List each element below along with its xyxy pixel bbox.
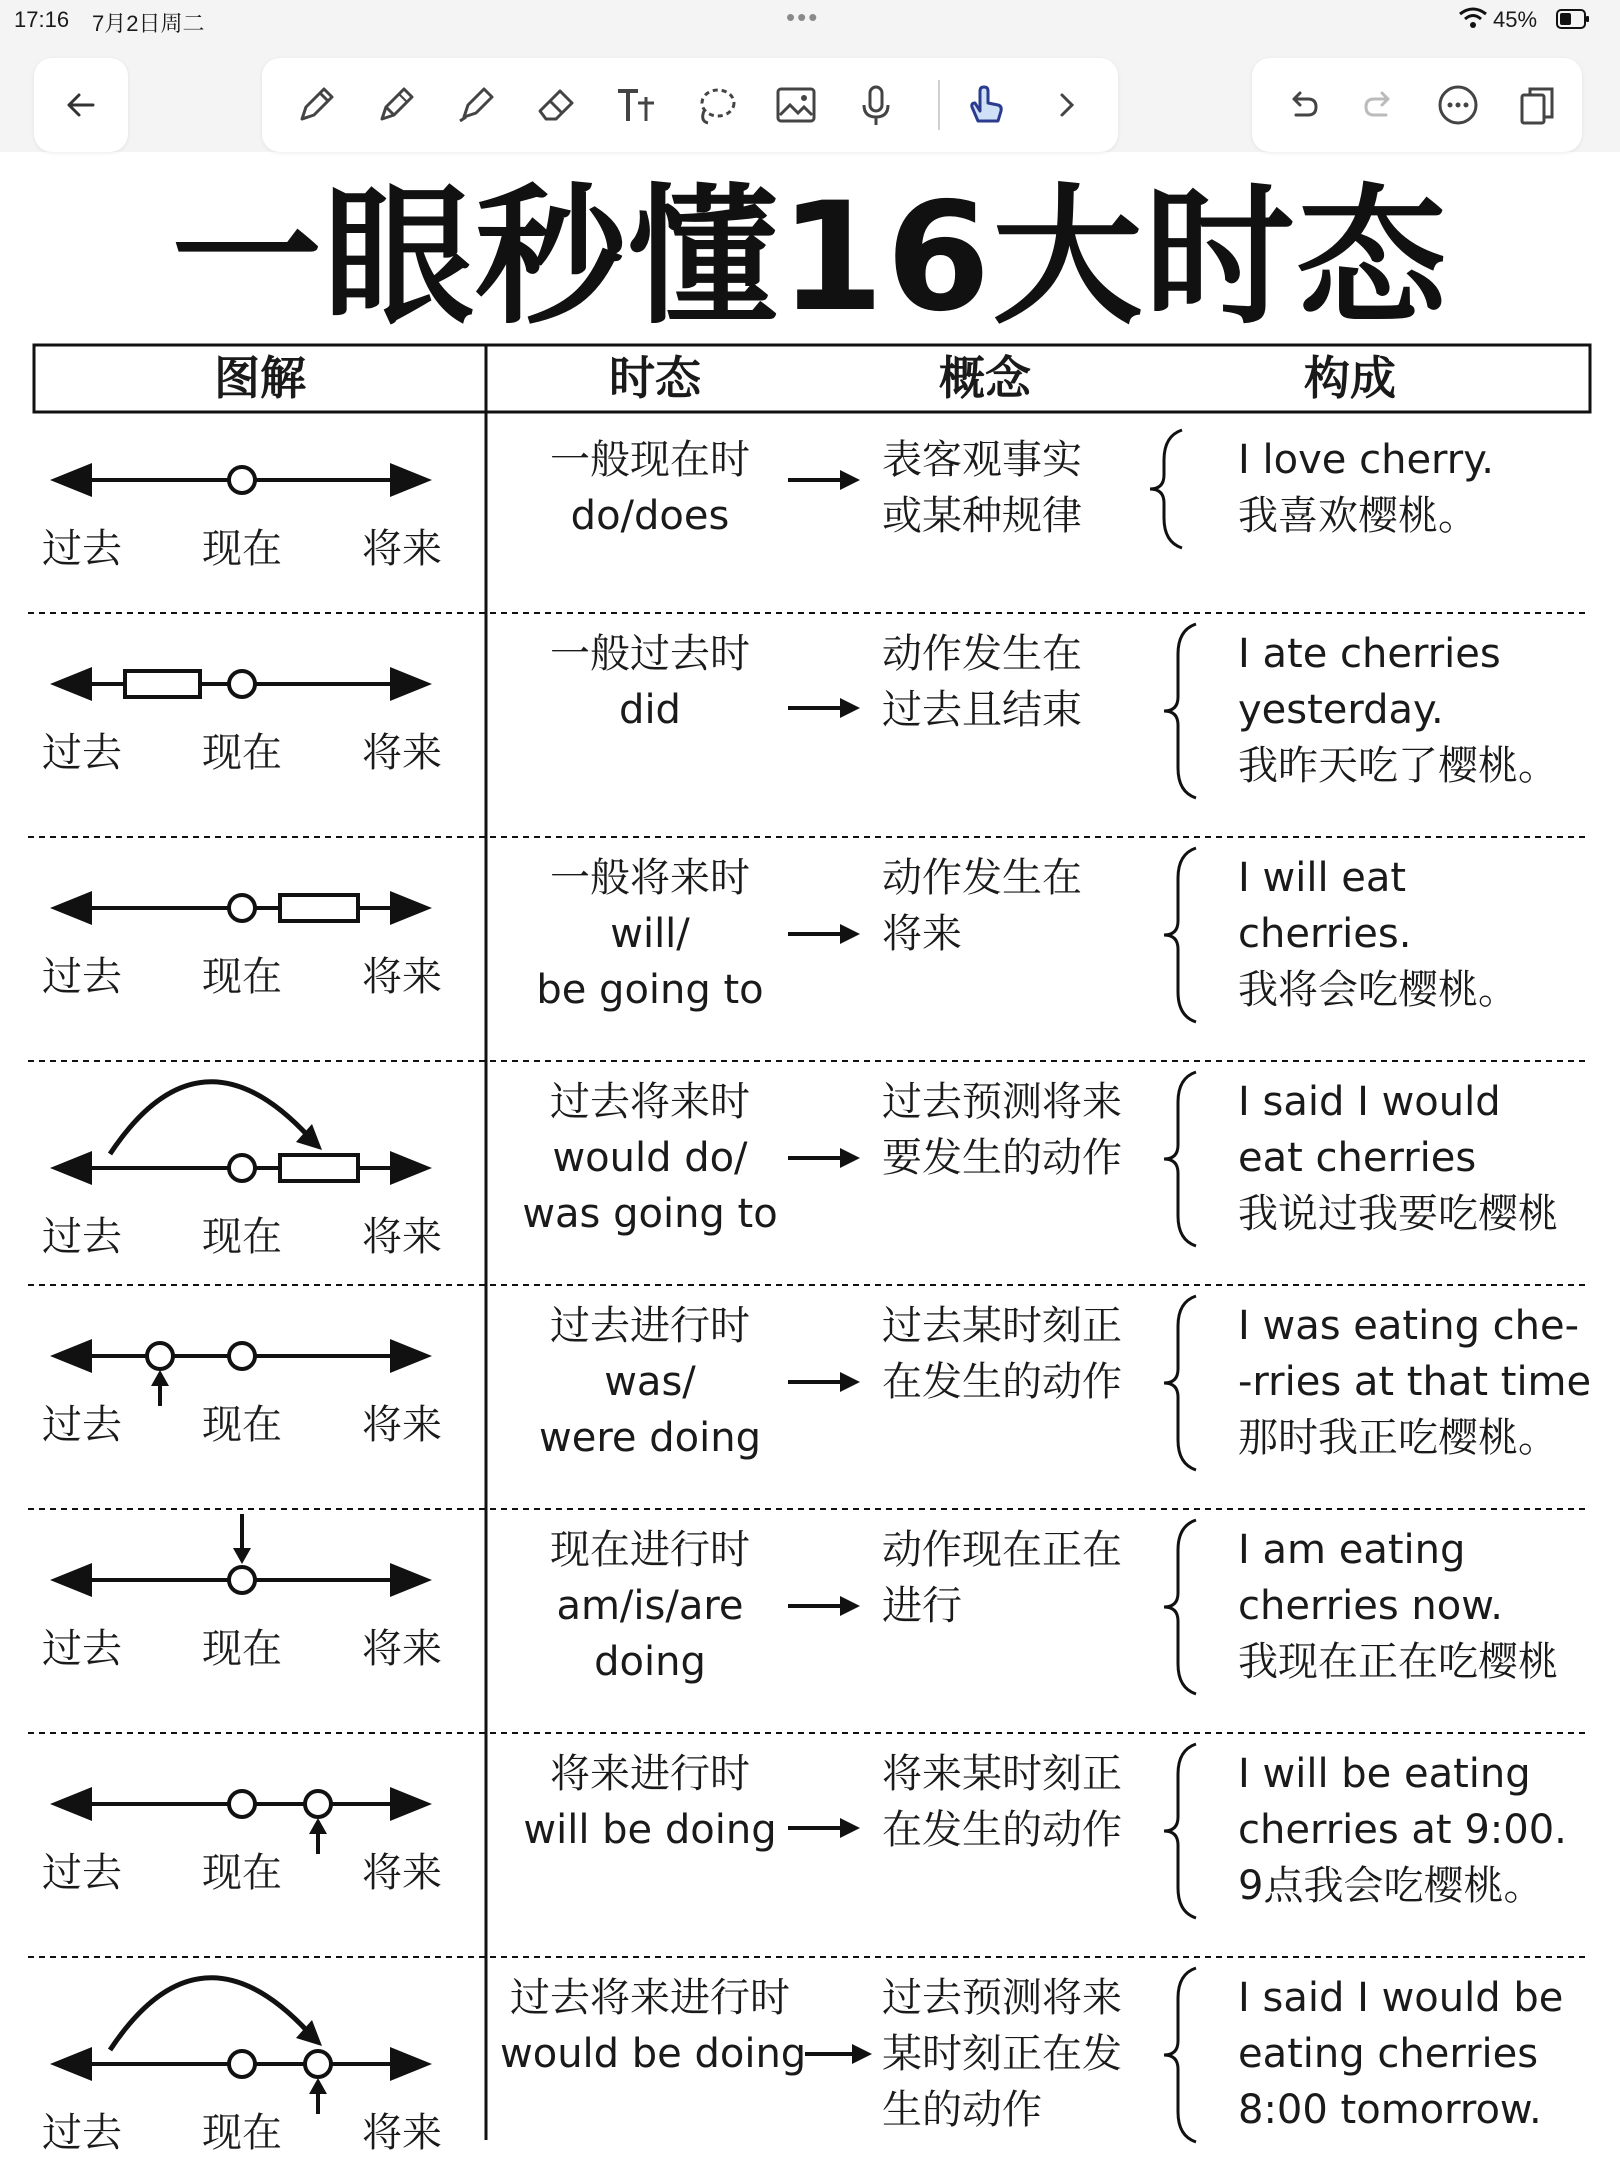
timeline-label-now: 现在: [202, 526, 282, 572]
tense-line: 过去将来时: [550, 1079, 750, 1125]
example-line: cherries.: [1238, 911, 1412, 957]
example-line: 我喜欢樱桃。: [1238, 493, 1478, 539]
concept-line: 在发生的动作: [882, 1359, 1122, 1405]
timeline-label-past: 过去: [42, 1402, 122, 1448]
example-line: -rries at that time: [1238, 1359, 1592, 1405]
tense-line: 将来进行时: [550, 1751, 750, 1797]
curly-brace: [1164, 1744, 1196, 1918]
example-line: 我将会吃樱桃。: [1238, 967, 1518, 1013]
example-line: 我昨天吃了樱桃。: [1238, 743, 1558, 789]
timeline-label-future: 将来: [362, 1850, 442, 1896]
timeline-diagram: [50, 667, 432, 701]
example-line: I love cherry.: [1238, 437, 1494, 483]
timeline-label-future: 将来: [362, 1214, 442, 1260]
concept-line: 动作发生在: [882, 631, 1082, 677]
example-line: eating cherries: [1238, 2031, 1539, 2077]
page-title: 一眼秒懂16大时态: [171, 171, 1449, 345]
status-time: 17:16: [14, 7, 70, 32]
concept-line: 过去预测将来: [882, 1079, 1122, 1125]
concept-line: 过去且结束: [882, 687, 1082, 733]
header-composition: 构成: [1304, 351, 1396, 405]
timeline-diagram: [50, 1787, 432, 1854]
timeline-label-past: 过去: [42, 954, 122, 1000]
curly-brace: [1164, 624, 1196, 798]
concept-line: 进行: [882, 1583, 962, 1629]
tense-line: am/is/are: [556, 1583, 744, 1629]
example-line: I am eating: [1238, 1527, 1466, 1573]
curly-brace: [1164, 1296, 1196, 1470]
example-line: yesterday.: [1238, 687, 1444, 733]
timeline-label-future: 将来: [362, 2110, 442, 2156]
tense-line: 现在进行时: [550, 1527, 750, 1573]
tense-line: did: [619, 687, 681, 733]
tense-line: be going to: [536, 967, 764, 1013]
example-line: 我说过我要吃樱桃: [1238, 1191, 1558, 1237]
timeline-label-past: 过去: [42, 1214, 122, 1260]
timeline-diagram: [50, 463, 432, 497]
concept-line: 或某种规律: [882, 493, 1082, 539]
tense-line: 一般现在时: [550, 437, 750, 483]
concept-line: 生的动作: [882, 2087, 1042, 2133]
example-line: 我现在正在吃樱桃: [1238, 1639, 1558, 1685]
timeline-label-future: 将来: [362, 1402, 442, 1448]
tense-line: would do/: [552, 1135, 748, 1181]
curly-brace: [1164, 1520, 1196, 1694]
example-line: I ate cherries: [1238, 631, 1501, 677]
tense-line: will be doing: [523, 1807, 777, 1853]
timeline-label-now: 现在: [202, 2110, 282, 2156]
timeline-label-future: 将来: [362, 954, 442, 1000]
tense-line: was going to: [522, 1191, 778, 1237]
example-line: 那时我正吃樱桃。: [1238, 1415, 1558, 1461]
tense-line: 过去进行时: [550, 1303, 750, 1349]
timeline-label-past: 过去: [42, 730, 122, 776]
timeline-label-past: 过去: [42, 1850, 122, 1896]
concept-arrow: [805, 2044, 872, 2064]
timeline-diagram: [50, 1339, 432, 1406]
example-line: cherries at 9:00.: [1238, 1807, 1567, 1853]
timeline-label-now: 现在: [202, 730, 282, 776]
timeline-label-future: 将来: [362, 1626, 442, 1672]
example-line: I will eat: [1238, 855, 1407, 901]
tense-line: do/does: [570, 493, 730, 539]
concept-line: 表客观事实: [882, 437, 1082, 483]
concept-line: 将来: [882, 911, 962, 957]
example-line: cherries now.: [1238, 1583, 1503, 1629]
timeline-diagram: [50, 1082, 432, 1185]
timeline-diagram: [50, 891, 432, 925]
concept-line: 将来某时刻正: [882, 1751, 1122, 1797]
curly-brace: [1150, 430, 1182, 548]
curly-brace: [1164, 1968, 1196, 2142]
concept-line: 动作现在正在: [882, 1527, 1122, 1573]
concept-arrows: [788, 470, 872, 2064]
timeline-label-past: 过去: [42, 526, 122, 572]
tense-line: was/: [604, 1359, 696, 1405]
concept-line: 在发生的动作: [882, 1807, 1122, 1853]
timeline-label-future: 将来: [362, 730, 442, 776]
header-tense: 时态: [609, 351, 701, 405]
status-date: 7月2日周二: [92, 11, 205, 36]
tense-line: 过去将来进行时: [510, 1975, 790, 2021]
timeline-diagram: [50, 1978, 432, 2114]
example-line: I was eating che-: [1238, 1303, 1580, 1349]
timeline-label-now: 现在: [202, 954, 282, 1000]
timeline-label-now: 现在: [202, 1850, 282, 1896]
timeline-label-now: 现在: [202, 1402, 282, 1448]
example-line: 8:00 tomorrow.: [1238, 2087, 1542, 2133]
tense-line: 一般将来时: [550, 855, 750, 901]
concept-line: 过去某时刻正: [882, 1303, 1122, 1349]
concept-line: 要发生的动作: [882, 1135, 1122, 1181]
tense-line: doing: [594, 1639, 706, 1685]
battery-percent: 45%: [1493, 7, 1538, 32]
concept-line: 过去预测将来: [882, 1975, 1122, 2021]
timeline-label-past: 过去: [42, 2110, 122, 2156]
header-diagram: 图解: [214, 351, 306, 405]
example-line: I will be eating: [1238, 1751, 1531, 1797]
tense-line: 一般过去时: [550, 631, 750, 677]
example-line: I said I would be: [1238, 1975, 1564, 2021]
timeline-label-now: 现在: [202, 1626, 282, 1672]
example-line: I said I would: [1238, 1079, 1501, 1125]
concept-line: 某时刻正在发: [882, 2031, 1122, 2077]
curly-brace: [1164, 848, 1196, 1022]
curly-brace: [1164, 1072, 1196, 1246]
tense-line: will/: [610, 911, 690, 957]
timeline-label-past: 过去: [42, 1626, 122, 1672]
tense-line: would be doing: [500, 2031, 807, 2077]
multitasking-dots-icon[interactable]: •••: [786, 2, 820, 32]
concept-line: 动作发生在: [882, 855, 1082, 901]
timeline-diagram: [50, 1514, 432, 1597]
header-concept: 概念: [939, 351, 1031, 405]
timeline-label-future: 将来: [362, 526, 442, 572]
example-line: eat cherries: [1238, 1135, 1477, 1181]
timeline-label-now: 现在: [202, 1214, 282, 1260]
example-line: 9点我会吃樱桃。: [1238, 1863, 1544, 1909]
tense-line: were doing: [539, 1415, 761, 1461]
